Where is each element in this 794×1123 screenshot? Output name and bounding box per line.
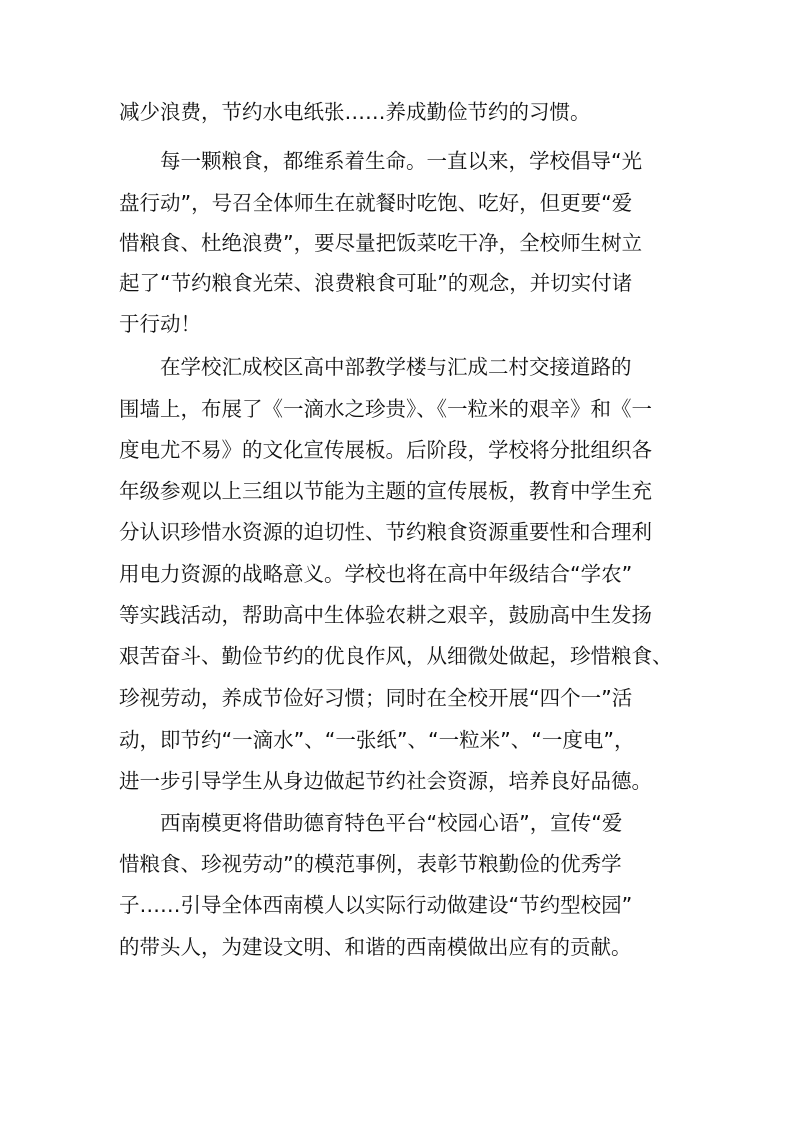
text-line: 减少浪费，节约水电纸张……养成勤俭节约的习惯。 bbox=[119, 100, 591, 124]
text-line: 围墙上，布展了《一滴水之珍贵》、《一粒米的艰辛》和《一 bbox=[119, 397, 652, 421]
text-line: 用电力资源的战略意义。学校也将在高中年级结合“学农” bbox=[119, 562, 633, 586]
text-line: 的带头人，为建设文明、和谐的西南模做出应有的贡献。 bbox=[119, 935, 632, 959]
text-line: 度电尤不易》的文化宣传展板。后阶段，学校将分批组织各 bbox=[119, 438, 652, 462]
text-line: 子……引导全体西南模人以实际行动做建设“节约型校园” bbox=[119, 893, 633, 917]
text-line: 惜粮食、杜绝浪费”，要尽量把饭菜吃干净，全校师生树立 bbox=[119, 231, 643, 255]
text-line: 惜粮食、珍视劳动”的模范事例，表彰节粮勤俭的优秀学 bbox=[119, 852, 622, 876]
text-line: 等实践活动，帮助高中生体验农耕之艰辛，鼓励高中生发扬 bbox=[119, 603, 652, 627]
paragraph-first-line: 西南模更将借助德育特色平台“校园心语”，宣传“爱 bbox=[160, 811, 623, 835]
text-line: 年级参观以上三组以节能为主题的宣传展板，教育中学生充 bbox=[119, 479, 652, 503]
text-line: 盘行动”，号召全体师生在就餐时吃饱、吃好，但更要“爱 bbox=[119, 191, 633, 215]
text-line: 动，即节约“一滴水”、“一张纸”、“一粒米”、“一度电”， bbox=[119, 728, 635, 752]
text-line: 珍视劳动，养成节俭好习惯；同时在全校开展“四个一”活 bbox=[119, 686, 633, 710]
text-line: 于行动！ bbox=[119, 312, 201, 336]
text-line: 艰苦奋斗、勤俭节约的优良作风，从细微处做起，珍惜粮食、 bbox=[119, 644, 673, 668]
text-line: 分认识珍惜水资源的迫切性、节约粮食资源重要性和合理利 bbox=[119, 520, 652, 544]
paragraph-first-line: 每一颗粮食，都维系着生命。一直以来，学校倡导“光 bbox=[160, 149, 643, 173]
text-line: 进一步引导学生从身边做起节约社会资源，培养良好品德。 bbox=[119, 769, 652, 793]
paragraph-first-line: 在学校汇成校区高中部教学楼与汇成二村交接道路的 bbox=[160, 355, 632, 379]
text-line: 起了“节约粮食光荣、浪费粮食可耻”的观念，并切实付诸 bbox=[119, 271, 633, 295]
